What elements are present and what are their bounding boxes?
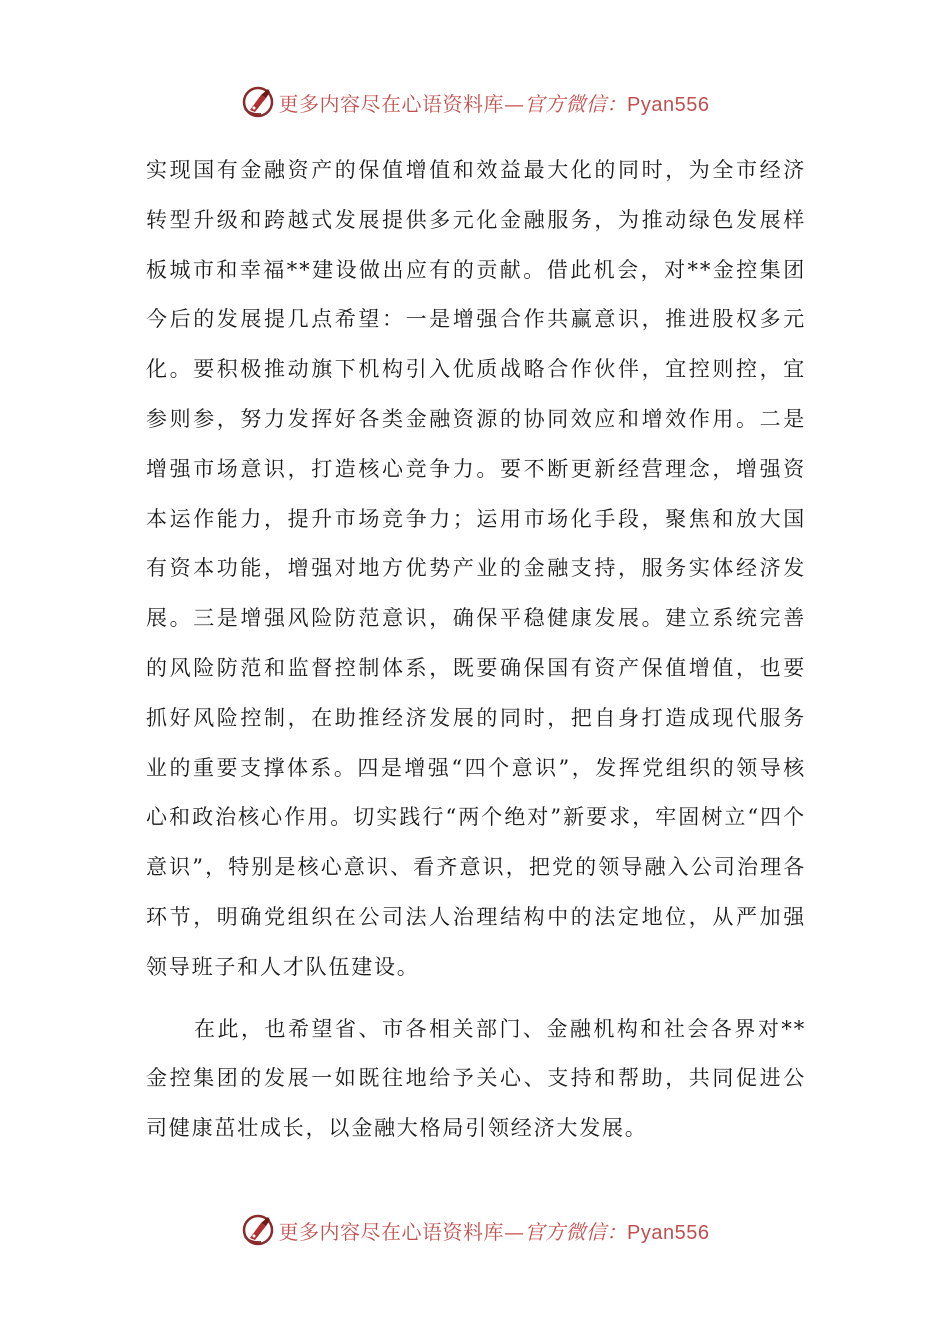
footer-banner-text (279, 1216, 710, 1245)
body-paragraph-2: 在此，也希望省、市各相关部门、金融机构和社会各界对**金控集团的发展一如既往地给予关心、支持和帮助，共同促进公司健康茁壮成长，以金融大格局引领经济大发展。 (146, 1016, 806, 1141)
header-banner (0, 82, 950, 122)
header-banner-label: 官方微信： (524, 91, 628, 116)
pen-nib-logo-icon (241, 85, 275, 119)
header-banner-text (279, 88, 710, 117)
pen-nib-logo-icon (241, 1213, 275, 1247)
document-body (146, 146, 806, 1154)
header-banner-main: 更多内容尽在心语资料库 (278, 91, 505, 116)
footer-banner-wechat-id: Pyan556 (627, 1221, 710, 1244)
footer-banner (0, 1210, 950, 1250)
footer-banner-main: 更多内容尽在心语资料库 (278, 1219, 505, 1244)
body-paragraph-1: 实现国有金融资产的保值增值和效益最大化的同时，为全市经济转型升级和跨越式发展提供多元化金融服务，为推动绿色发展样板城市和幸福**建设做出应有的贡献。借此机会，对**金控集团今后的发展提几点希望：一是增强合作共赢意识，推进股权多元化。要积极推动旗下机构引入优质战略合作伙伴，宜控则控，宜参则参，努力发挥好各类金融资源的协同效应和增效作用。二是增强市场意识，打造核心竞争力。要不断更新经营理念，增强资本运作能力，提升市场竞争力；运用市场化手段，聚焦和放大国有资本功能，增强对地方优势产业的金融支持，服务实体经济发展。三是增强风险防范意识，确保平稳健康发展。建立系统完善的风险防范和监督控制体系，既要确保国有资产保值增值，也要抓好风险控制，在助推经济发展的同时，把自身打造成现代服务业的重要支撑体系。四是增强“四个意识”，发挥党组织的领导核心和政治核心作用。切实践行“两个绝对”新要求，牢固树立“四个意识”，特别是核心意识、看齐意识，把党的领导融入公司治理各环节，明确党组织在公司法人治理结构中的法定地位，从严加强领导班子和人才队伍建设。 (146, 158, 806, 979)
header-banner-wechat-id: Pyan556 (627, 93, 710, 116)
footer-banner-separator: — (504, 1219, 525, 1244)
footer-banner-label: 官方微信： (524, 1219, 628, 1244)
header-banner-separator: — (504, 91, 525, 116)
